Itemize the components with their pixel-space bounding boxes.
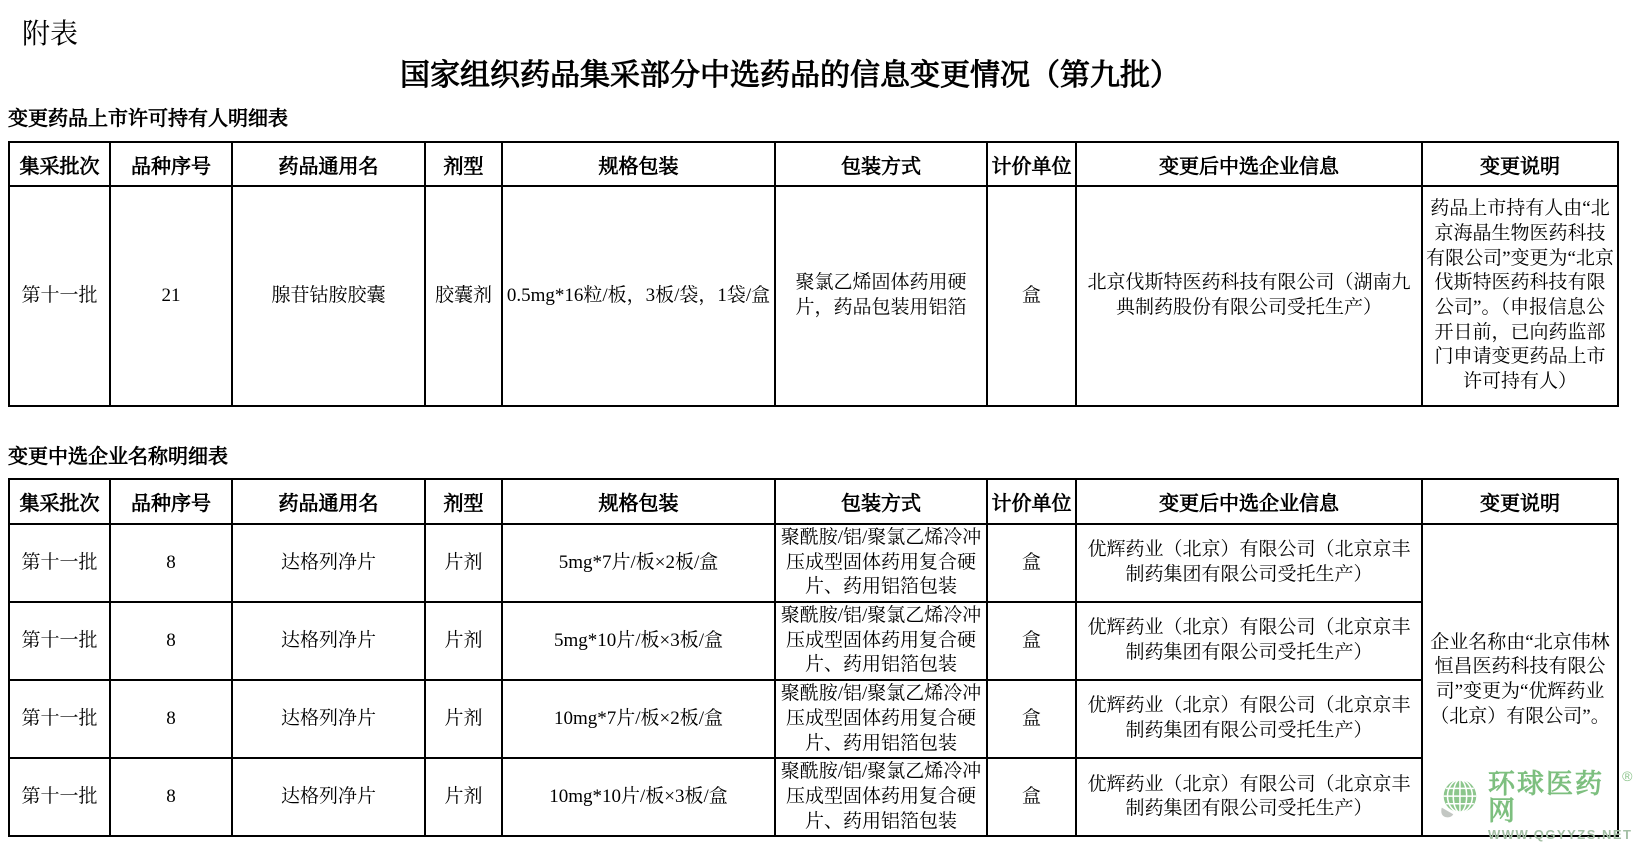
column-header-seq: 品种序号 [110, 479, 232, 524]
registered-trademark-icon: ® [1622, 768, 1633, 784]
cell-company: 北京伐斯特医药科技有限公司（湖南九典制药股份有限公司受托生产） [1076, 186, 1422, 406]
column-header-form: 剂型 [425, 479, 502, 524]
cell-packaging: 聚酰胺/铝/聚氯乙烯冷冲压成型固体药用复合硬片、药用铝箔包装 [775, 524, 987, 602]
column-header-unit: 计价单位 [987, 142, 1076, 186]
cell-company: 优辉药业（北京）有限公司（北京京丰制药集团有限公司受托生产） [1076, 602, 1422, 680]
cell-packaging: 聚氯乙烯固体药用硬片，药品包装用铝箔 [775, 186, 987, 406]
cell-batch: 第十一批 [9, 680, 110, 758]
cell-spec: 5mg*7片/板×2板/盒 [502, 524, 775, 602]
cell-seq: 8 [110, 602, 232, 680]
table-row [9, 602, 1618, 680]
table-header-row [9, 142, 1618, 186]
cell-batch: 第十一批 [9, 602, 110, 680]
cell-note-merged: 企业名称由“北京伟林恒昌医药科技有限公司”变更为“优辉药业（北京）有限公司”。 [1422, 524, 1618, 836]
cell-seq: 8 [110, 758, 232, 836]
section-heading-license-holder: 变更药品上市许可持有人明细表 [8, 108, 288, 130]
cell-packaging: 聚酰胺/铝/聚氯乙烯冷冲压成型固体药用复合硬片、药用铝箔包装 [775, 758, 987, 836]
cell-packaging: 聚酰胺/铝/聚氯乙烯冷冲压成型固体药用复合硬片、药用铝箔包装 [775, 680, 987, 758]
company-name-table [8, 478, 1619, 837]
cell-unit: 盒 [987, 186, 1076, 406]
cell-note: 药品上市持有人由“北京海晶生物医药科技有限公司”变更为“北京伐斯特医药科技有限公司”。（申报信息公开日前，已向药监部门申请变更药品上市许可持有人） [1422, 186, 1618, 406]
table-row [9, 758, 1618, 836]
cell-seq: 8 [110, 524, 232, 602]
cell-packaging: 聚酰胺/铝/聚氯乙烯冷冲压成型固体药用复合硬片、药用铝箔包装 [775, 602, 987, 680]
table-row [9, 186, 1618, 406]
cell-form: 片剂 [425, 524, 502, 602]
cell-form: 片剂 [425, 758, 502, 836]
cell-seq: 21 [110, 186, 232, 406]
cell-form: 片剂 [425, 680, 502, 758]
cell-spec: 0.5mg*16粒/板，3板/袋，1袋/盒 [502, 186, 775, 406]
cell-form: 片剂 [425, 602, 502, 680]
cell-unit: 盒 [987, 680, 1076, 758]
column-header-seq: 品种序号 [110, 142, 232, 186]
page-title: 国家组织药品集采部分中选药品的信息变更情况（第九批） [400, 59, 1180, 92]
cell-batch: 第十一批 [9, 524, 110, 602]
column-header-note: 变更说明 [1422, 479, 1618, 524]
cell-company: 优辉药业（北京）有限公司（北京京丰制药集团有限公司受托生产） [1076, 758, 1422, 836]
column-header-company: 变更后中选企业信息 [1076, 142, 1422, 186]
column-header-spec: 规格包装 [502, 479, 775, 524]
column-header-batch: 集采批次 [9, 142, 110, 186]
cell-spec: 5mg*10片/板×3板/盒 [502, 602, 775, 680]
cell-drug: 达格列净片 [232, 758, 425, 836]
cell-company: 优辉药业（北京）有限公司（北京京丰制药集团有限公司受托生产） [1076, 680, 1422, 758]
cell-seq: 8 [110, 680, 232, 758]
cell-drug: 达格列净片 [232, 602, 425, 680]
column-header-drug: 药品通用名 [232, 479, 425, 524]
section-heading-company-name: 变更中选企业名称明细表 [8, 446, 228, 468]
column-header-note: 变更说明 [1422, 142, 1618, 186]
cell-drug: 达格列净片 [232, 524, 425, 602]
cell-spec: 10mg*7片/板×2板/盒 [502, 680, 775, 758]
column-header-spec: 规格包装 [502, 142, 775, 186]
license-holder-table [8, 141, 1619, 407]
cell-unit: 盒 [987, 524, 1076, 602]
column-header-batch: 集采批次 [9, 479, 110, 524]
cell-form: 胶囊剂 [425, 186, 502, 406]
cell-spec: 10mg*10片/板×3板/盒 [502, 758, 775, 836]
cell-company: 优辉药业（北京）有限公司（北京京丰制药集团有限公司受托生产） [1076, 524, 1422, 602]
watermark-site-url: WWW.QGYYZS.NET [1488, 827, 1633, 842]
cell-unit: 盒 [987, 758, 1076, 836]
column-header-unit: 计价单位 [987, 479, 1076, 524]
table-row [9, 680, 1618, 758]
table-header-row [9, 479, 1618, 524]
column-header-company: 变更后中选企业信息 [1076, 479, 1422, 524]
column-header-form: 剂型 [425, 142, 502, 186]
cell-batch: 第十一批 [9, 758, 110, 836]
column-header-drug: 药品通用名 [232, 142, 425, 186]
column-header-packaging: 包装方式 [775, 142, 987, 186]
cell-unit: 盒 [987, 602, 1076, 680]
appendix-label: 附表 [22, 18, 79, 49]
column-header-packaging: 包装方式 [775, 479, 987, 524]
table-row [9, 524, 1618, 602]
cell-drug: 达格列净片 [232, 680, 425, 758]
cell-drug: 腺苷钴胺胶囊 [232, 186, 425, 406]
cell-batch: 第十一批 [9, 186, 110, 406]
watermark-site-name: 环球医药网 [1488, 769, 1604, 826]
